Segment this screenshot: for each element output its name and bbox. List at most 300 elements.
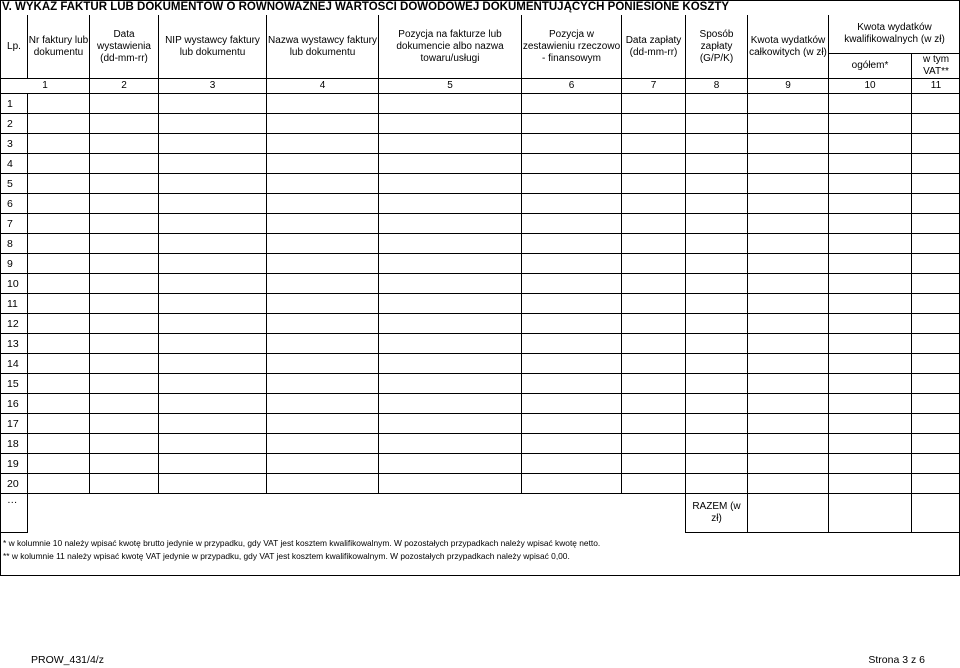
table-cell[interactable]: [379, 174, 522, 194]
page-number: Strona 3 z 6: [868, 654, 925, 666]
table-cell[interactable]: [90, 454, 159, 474]
table-cell[interactable]: [267, 374, 379, 394]
table-cell[interactable]: [267, 354, 379, 374]
row-number: 19: [1, 454, 28, 474]
table-cell[interactable]: [267, 474, 379, 494]
table-cell[interactable]: [748, 134, 829, 154]
table-cell[interactable]: [379, 414, 522, 434]
table-cell[interactable]: [522, 114, 622, 134]
row-number: 2: [1, 114, 28, 134]
table-cell[interactable]: [522, 174, 622, 194]
table-cell[interactable]: [622, 374, 686, 394]
table-cell[interactable]: [829, 474, 912, 494]
table-cell[interactable]: [90, 394, 159, 414]
table-cell[interactable]: [522, 434, 622, 454]
table-cell[interactable]: [748, 374, 829, 394]
table-cell[interactable]: [90, 494, 159, 533]
table-cell[interactable]: [159, 294, 267, 314]
table-cell[interactable]: [267, 114, 379, 134]
table-cell[interactable]: [267, 214, 379, 234]
table-cell[interactable]: [686, 374, 748, 394]
table-cell[interactable]: [159, 114, 267, 134]
row-number: …: [1, 494, 28, 533]
table-cell[interactable]: [622, 454, 686, 474]
row-number: 15: [1, 374, 28, 394]
table-cell[interactable]: [379, 214, 522, 234]
table-cell[interactable]: [379, 314, 522, 334]
table-cell[interactable]: [159, 274, 267, 294]
table-cell[interactable]: [379, 334, 522, 354]
table-cell[interactable]: [748, 334, 829, 354]
table-cell[interactable]: [267, 334, 379, 354]
table-cell[interactable]: [522, 314, 622, 334]
table-cell[interactable]: [90, 414, 159, 434]
table-row: [1, 274, 960, 294]
table-cell[interactable]: [686, 394, 748, 414]
table-cell[interactable]: [912, 154, 960, 174]
table-cell[interactable]: [522, 214, 622, 234]
table-row: [1, 354, 960, 374]
table-cell[interactable]: [90, 374, 159, 394]
table-row: [1, 474, 960, 494]
table-cell[interactable]: [622, 214, 686, 234]
table-cell[interactable]: [522, 414, 622, 434]
col-vat-header: w tym VAT**: [912, 54, 960, 79]
table-cell[interactable]: [159, 494, 267, 533]
table-cell[interactable]: [686, 334, 748, 354]
table-cell[interactable]: [622, 114, 686, 134]
table-cell[interactable]: [267, 394, 379, 414]
row-number: 5: [1, 174, 28, 194]
table-cell[interactable]: [28, 154, 90, 174]
table-cell[interactable]: [829, 334, 912, 354]
table-cell[interactable]: [159, 154, 267, 174]
table-cell[interactable]: [28, 274, 90, 294]
row-number: 7: [1, 214, 28, 234]
table-cell[interactable]: [748, 194, 829, 214]
table-cell[interactable]: [522, 334, 622, 354]
column-number-11: 11: [912, 79, 960, 94]
table-cell[interactable]: [912, 354, 960, 374]
section-title: V. WYKAZ FAKTUR LUB DOKUMENTÓW O RÓWNOWAŻNEJ WARTOŚCI DOWODOWEJ DOKUMENTUJĄCYCH PONIESIONE KOSZTY: [2, 1, 730, 13]
table-cell[interactable]: [522, 154, 622, 174]
table-cell[interactable]: [829, 134, 912, 154]
row-number: 4: [1, 154, 28, 174]
table-cell[interactable]: [522, 474, 622, 494]
table-row: [1, 174, 960, 194]
table-cell[interactable]: [522, 294, 622, 314]
table-cell[interactable]: [159, 394, 267, 414]
table-cell[interactable]: [522, 394, 622, 414]
table-cell[interactable]: [912, 414, 960, 434]
table-cell[interactable]: [379, 274, 522, 294]
table-cell[interactable]: [267, 434, 379, 454]
table-cell[interactable]: [829, 454, 912, 474]
table-cell[interactable]: [28, 114, 90, 134]
table-cell[interactable]: [686, 354, 748, 374]
table-cell[interactable]: [622, 194, 686, 214]
table-cell[interactable]: [748, 114, 829, 134]
table-cell[interactable]: [522, 134, 622, 154]
table-cell[interactable]: [159, 234, 267, 254]
table-cell[interactable]: [912, 394, 960, 414]
table-cell[interactable]: [748, 474, 829, 494]
table-row: [1, 114, 960, 134]
table-cell[interactable]: [159, 354, 267, 374]
table-cell[interactable]: [829, 94, 912, 114]
table-cell[interactable]: [748, 254, 829, 274]
row-number: 6: [1, 194, 28, 214]
column-number-4: 4: [267, 79, 379, 94]
table-cell[interactable]: [28, 374, 90, 394]
table-cell[interactable]: [90, 134, 159, 154]
table-row: [1, 454, 960, 474]
table-row: [1, 374, 960, 394]
table-cell[interactable]: [159, 314, 267, 334]
table-cell[interactable]: [622, 294, 686, 314]
table-cell[interactable]: [686, 414, 748, 434]
table-cell[interactable]: [267, 134, 379, 154]
table-cell[interactable]: [748, 174, 829, 194]
table-cell[interactable]: [267, 454, 379, 474]
column-number-2: 2: [90, 79, 159, 94]
table-cell[interactable]: [379, 254, 522, 274]
table-cell[interactable]: [748, 214, 829, 234]
column-number-1: 1: [1, 79, 90, 94]
table-cell[interactable]: [686, 134, 748, 154]
table-cell[interactable]: [28, 494, 90, 533]
table-cell[interactable]: [622, 154, 686, 174]
table-cell[interactable]: [379, 434, 522, 454]
table-cell[interactable]: [622, 414, 686, 434]
table-cell[interactable]: [90, 174, 159, 194]
table-cell[interactable]: [686, 114, 748, 134]
table-row: [1, 194, 960, 214]
table-cell[interactable]: [829, 114, 912, 134]
table-cell[interactable]: [28, 254, 90, 274]
table-cell[interactable]: [748, 314, 829, 334]
table-cell[interactable]: [28, 314, 90, 334]
row-number: 20: [1, 474, 28, 494]
table-cell[interactable]: [829, 194, 912, 214]
footnote-2: ** w kolumnie 11 należy wpisać kwotę VAT jedynie w przypadku, gdy VAT jest kosztem kwalifikowalnym. W pozostałych przypadkach należy wpisać 0,00.: [3, 551, 570, 561]
table-cell[interactable]: [28, 134, 90, 154]
table-cell[interactable]: [622, 394, 686, 414]
table-cell[interactable]: [267, 494, 379, 533]
table-cell[interactable]: [912, 294, 960, 314]
table-cell[interactable]: [622, 134, 686, 154]
table-row: [1, 254, 960, 274]
table-cell[interactable]: [379, 394, 522, 414]
table-cell[interactable]: [28, 414, 90, 434]
table-cell[interactable]: [90, 234, 159, 254]
table-cell[interactable]: [90, 354, 159, 374]
row-number: 18: [1, 434, 28, 454]
table-cell[interactable]: [912, 134, 960, 154]
table-cell[interactable]: [379, 114, 522, 134]
table-cell[interactable]: [90, 474, 159, 494]
table-cell[interactable]: [912, 474, 960, 494]
table-cell[interactable]: [686, 154, 748, 174]
table-cell[interactable]: [912, 254, 960, 274]
table-cell[interactable]: [622, 174, 686, 194]
table-cell[interactable]: [686, 234, 748, 254]
table-cell[interactable]: [90, 434, 159, 454]
table-row: [1, 394, 960, 414]
table-cell[interactable]: [686, 454, 748, 474]
table-cell[interactable]: [912, 314, 960, 334]
col-nazwa-header: Nazwa wystawcy faktury lub dokumentu: [267, 15, 379, 79]
table-cell[interactable]: [522, 194, 622, 214]
row-number: 17: [1, 414, 28, 434]
column-number-9: 9: [748, 79, 829, 94]
table-cell[interactable]: [267, 194, 379, 214]
table-cell[interactable]: [748, 354, 829, 374]
table-cell[interactable]: [28, 454, 90, 474]
table-cell[interactable]: [267, 314, 379, 334]
table-cell[interactable]: [622, 94, 686, 114]
table-cell[interactable]: [159, 454, 267, 474]
table-cell[interactable]: [522, 94, 622, 114]
table-cell[interactable]: [748, 94, 829, 114]
table-cell[interactable]: [379, 374, 522, 394]
table-cell[interactable]: [686, 294, 748, 314]
table-cell[interactable]: [912, 234, 960, 254]
table-cell[interactable]: [912, 274, 960, 294]
row-number: 13: [1, 334, 28, 354]
table-cell[interactable]: [267, 94, 379, 114]
table-cell[interactable]: [912, 214, 960, 234]
table-cell[interactable]: [379, 94, 522, 114]
column-number-10: 10: [829, 79, 912, 94]
table-cell[interactable]: [522, 354, 622, 374]
table-cell[interactable]: [267, 274, 379, 294]
table-cell[interactable]: [379, 474, 522, 494]
table-cell[interactable]: [829, 174, 912, 194]
table-cell[interactable]: [622, 234, 686, 254]
table-cell[interactable]: [379, 194, 522, 214]
table-cell[interactable]: [912, 114, 960, 134]
table-cell[interactable]: [159, 94, 267, 114]
table-cell[interactable]: [686, 254, 748, 274]
table-cell[interactable]: [748, 294, 829, 314]
table-row: [1, 414, 960, 434]
table-row: [1, 294, 960, 314]
table-cell[interactable]: [159, 334, 267, 354]
table-cell[interactable]: [28, 194, 90, 214]
table-cell[interactable]: [159, 254, 267, 274]
table-cell[interactable]: [622, 314, 686, 334]
table-cell[interactable]: [686, 474, 748, 494]
row-number: 16: [1, 394, 28, 414]
table-cell[interactable]: [28, 174, 90, 194]
table-cell[interactable]: [912, 454, 960, 474]
table-cell[interactable]: [686, 314, 748, 334]
table-cell[interactable]: [90, 194, 159, 214]
table-cell[interactable]: [748, 434, 829, 454]
column-number-8: 8: [686, 79, 748, 94]
table-cell[interactable]: [267, 294, 379, 314]
row-number: 3: [1, 134, 28, 154]
table-cell[interactable]: [912, 334, 960, 354]
invoice-table: [0, 15, 960, 533]
table-cell[interactable]: [159, 414, 267, 434]
table-row: [1, 134, 960, 154]
table-cell[interactable]: [829, 294, 912, 314]
col-kwota-kwalifikowalna-header: Kwota wydatków kwalifikowalnych (w zł): [829, 15, 960, 54]
table-cell[interactable]: [912, 194, 960, 214]
table-cell[interactable]: [748, 234, 829, 254]
table-cell[interactable]: [829, 414, 912, 434]
table-cell[interactable]: [28, 434, 90, 454]
table-row: [1, 154, 960, 174]
table-row: [1, 314, 960, 334]
razem-label: RAZEM (w zł): [686, 494, 748, 533]
column-number-7: 7: [622, 79, 686, 94]
column-number-3: 3: [159, 79, 267, 94]
table-cell[interactable]: [267, 154, 379, 174]
table-cell[interactable]: [267, 414, 379, 434]
table-cell[interactable]: [522, 274, 622, 294]
table-cell[interactable]: [28, 354, 90, 374]
row-number: 11: [1, 294, 28, 314]
table-cell[interactable]: [522, 374, 622, 394]
row-number: 10: [1, 274, 28, 294]
table-cell[interactable]: [90, 274, 159, 294]
table-row: [1, 234, 960, 254]
table-cell[interactable]: [90, 254, 159, 274]
table-cell[interactable]: [829, 394, 912, 414]
table-cell[interactable]: [829, 214, 912, 234]
row-number: 12: [1, 314, 28, 334]
form-code: PROW_431/4/z: [31, 654, 104, 666]
table-cell[interactable]: [379, 234, 522, 254]
table-cell[interactable]: [90, 314, 159, 334]
col-nip-header: NIP wystawcy faktury lub dokumentu: [159, 15, 267, 79]
table-row: [1, 334, 960, 354]
column-number-5: 5: [379, 79, 522, 94]
table-cell[interactable]: [622, 434, 686, 454]
col-pozycja-header: Pozycja na fakturze lub dokumencie albo nazwa towaru/usługi: [379, 15, 522, 79]
table-cell[interactable]: [90, 334, 159, 354]
table-cell[interactable]: [748, 274, 829, 294]
table-cell[interactable]: [28, 234, 90, 254]
table-cell[interactable]: [829, 154, 912, 174]
table-cell[interactable]: [686, 194, 748, 214]
row-number: 9: [1, 254, 28, 274]
table-cell[interactable]: [267, 254, 379, 274]
table-cell[interactable]: [912, 94, 960, 114]
table-cell[interactable]: [622, 254, 686, 274]
table-cell[interactable]: [686, 214, 748, 234]
table-cell[interactable]: [379, 294, 522, 314]
row-number: 14: [1, 354, 28, 374]
table-cell[interactable]: [748, 454, 829, 474]
table-cell[interactable]: [28, 294, 90, 314]
table-cell[interactable]: [522, 254, 622, 274]
table-cell[interactable]: [686, 174, 748, 194]
table-cell[interactable]: [748, 154, 829, 174]
table-cell[interactable]: [379, 494, 522, 533]
table-cell[interactable]: [90, 294, 159, 314]
table-cell[interactable]: [829, 314, 912, 334]
table-cell[interactable]: [90, 154, 159, 174]
table-cell[interactable]: [829, 354, 912, 374]
table-cell[interactable]: [267, 174, 379, 194]
table-cell[interactable]: [912, 374, 960, 394]
col-nr-header: Nr faktury lub dokumentu: [28, 15, 90, 79]
table-cell[interactable]: [522, 494, 622, 533]
table-cell[interactable]: [159, 174, 267, 194]
table-cell[interactable]: [686, 274, 748, 294]
col-sposob-zaplaty-header: Sposób zapłaty (G/P/K): [686, 15, 748, 79]
table-cell[interactable]: [622, 494, 686, 533]
row-number: 1: [1, 94, 28, 114]
table-cell[interactable]: [829, 254, 912, 274]
table-cell[interactable]: [159, 474, 267, 494]
table-cell[interactable]: [28, 94, 90, 114]
table-cell[interactable]: [522, 454, 622, 474]
table-cell[interactable]: [159, 434, 267, 454]
table-cell[interactable]: [90, 214, 159, 234]
table-cell[interactable]: [686, 94, 748, 114]
table-cell[interactable]: [622, 274, 686, 294]
col-data-wystawienia-header: Data wystawienia (dd-mm-rr): [90, 15, 159, 79]
table-cell[interactable]: [829, 494, 912, 533]
table-cell[interactable]: [379, 134, 522, 154]
table-cell[interactable]: [829, 374, 912, 394]
table-cell[interactable]: [379, 354, 522, 374]
table-cell[interactable]: [522, 234, 622, 254]
col-lp-header: Lp.: [1, 15, 28, 79]
table-cell[interactable]: [159, 214, 267, 234]
table-cell[interactable]: [28, 214, 90, 234]
table-cell[interactable]: [28, 394, 90, 414]
table-row: [1, 214, 960, 234]
col-kwota-calkowita-header: Kwota wydatków całkowitych (w zł): [748, 15, 829, 79]
col-pozycja-zestawienie-header: Pozycja w zestawieniu rzeczowo - finansowym: [522, 15, 622, 79]
table-cell[interactable]: [829, 274, 912, 294]
col-ogolem-header: ogółem*: [829, 54, 912, 79]
table-cell[interactable]: [28, 334, 90, 354]
table-cell[interactable]: [912, 494, 960, 533]
table-cell[interactable]: [748, 414, 829, 434]
table-cell[interactable]: [28, 474, 90, 494]
table-cell[interactable]: [748, 494, 829, 533]
table-cell[interactable]: [159, 374, 267, 394]
table-cell[interactable]: [622, 354, 686, 374]
table-cell[interactable]: [159, 134, 267, 154]
table-row: [1, 494, 960, 533]
table-cell[interactable]: [912, 174, 960, 194]
table-cell[interactable]: [829, 234, 912, 254]
table-cell[interactable]: [379, 454, 522, 474]
table-cell[interactable]: [912, 434, 960, 454]
table-row: [1, 94, 960, 114]
table-cell[interactable]: [90, 114, 159, 134]
table-cell[interactable]: [90, 94, 159, 114]
table-cell[interactable]: [622, 474, 686, 494]
table-cell[interactable]: [748, 394, 829, 414]
table-cell[interactable]: [159, 194, 267, 214]
table-row: [1, 434, 960, 454]
table-cell[interactable]: [267, 234, 379, 254]
table-cell[interactable]: [379, 154, 522, 174]
table-cell[interactable]: [622, 334, 686, 354]
table-cell[interactable]: [686, 434, 748, 454]
table-cell[interactable]: [829, 434, 912, 454]
col-data-zaplaty-header: Data zapłaty (dd-mm-rr): [622, 15, 686, 79]
